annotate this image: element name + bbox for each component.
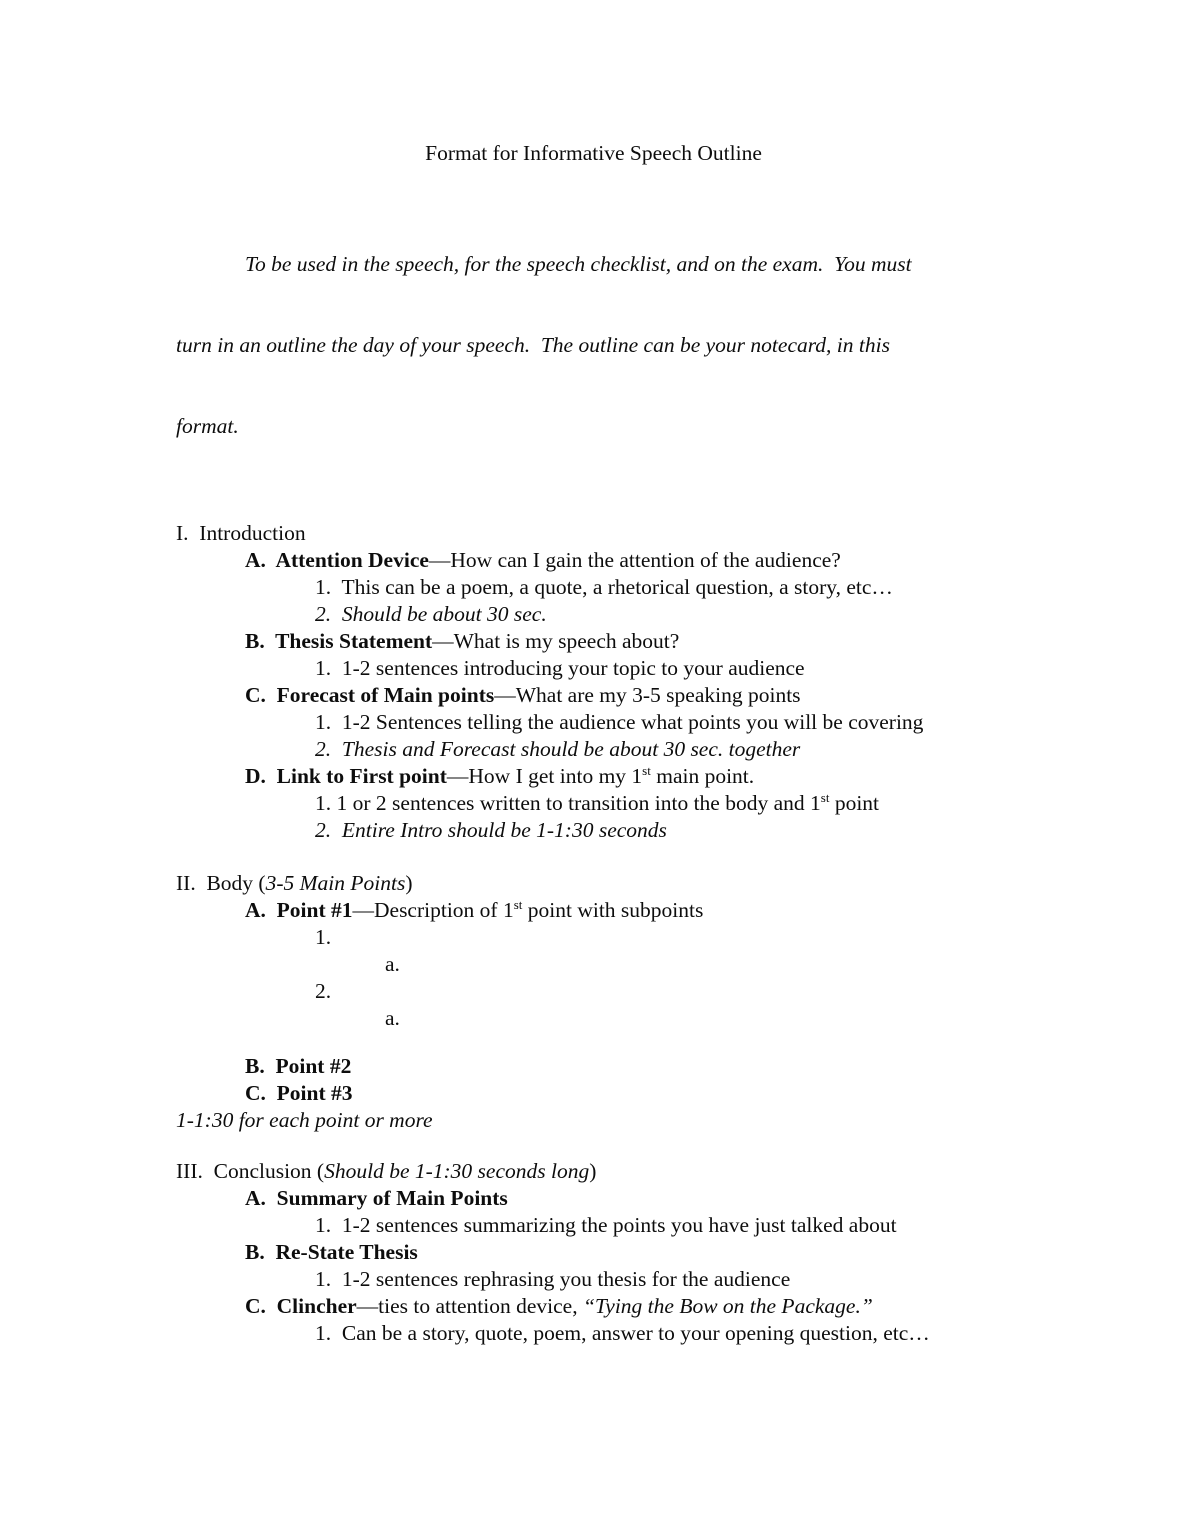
outline-text-run: B. Point #2	[245, 1054, 352, 1078]
outline-line	[315, 817, 1187, 844]
outline-text-run: —How I get into my 1	[446, 764, 643, 788]
outline-text-run: “Tying the Bow on the Package.”	[582, 1294, 873, 1318]
outline-line	[176, 870, 1187, 897]
outline-line	[315, 978, 1187, 1005]
outline	[0, 520, 1187, 1347]
outline-text-run: st	[642, 762, 651, 778]
outline-gap	[176, 1134, 1187, 1158]
outline-text-run: I. Introduction	[176, 521, 306, 545]
outline-text-run: st	[820, 789, 830, 805]
intro-paragraph	[176, 197, 986, 494]
outline-text-run: a.	[385, 1006, 400, 1030]
outline-line	[315, 924, 1187, 951]
outline-text-run: A. Attention Device	[245, 548, 429, 572]
outline-text-run: st	[513, 896, 523, 912]
outline-text-run: B. Re-State Thesis	[245, 1240, 418, 1264]
intro-paragraph-line: turn in an outline the day of your speech. The outline can be your notecard, in this	[176, 333, 890, 357]
outline-text-run: main point.	[650, 764, 755, 788]
outline-text-run: 1. 1-2 sentences introducing your topic to your audience	[315, 656, 805, 680]
outline-text-run: D. Link to First point	[245, 764, 447, 788]
outline-text-run: 1. This can be a poem, a quote, a rhetorical question, a story, etc…	[315, 575, 893, 599]
outline-text-run: 1. 1-2 sentences summarizing the points you have just talked about	[315, 1213, 897, 1237]
outline-line	[315, 736, 1187, 763]
intro-paragraph-line: To be used in the speech, for the speech checklist, and on the exam. You must	[245, 252, 912, 276]
outline-text-run: —What is my speech about?	[432, 629, 680, 653]
outline-text-run: 2. Entire Intro should be 1-1:30 seconds	[315, 818, 667, 842]
intro-paragraph-line: format.	[176, 414, 239, 438]
outline-text-run: —What are my 3-5 speaking points	[494, 683, 801, 707]
outline-text-run: —ties to attention device,	[356, 1294, 583, 1318]
outline-text-run: 2.	[315, 979, 332, 1003]
outline-line	[245, 547, 1187, 574]
outline-line	[245, 1185, 1187, 1212]
outline-text-run: 3-5 Main Points	[265, 871, 406, 895]
outline-text-run: A. Summary of Main Points	[245, 1186, 508, 1210]
outline-line	[315, 709, 1187, 736]
outline-line	[385, 951, 1187, 978]
outline-line	[245, 763, 1187, 790]
outline-line	[245, 628, 1187, 655]
outline-text-run: 2. Thesis and Forecast should be about 30 sec. together	[315, 737, 801, 761]
outline-text-run: )	[405, 871, 413, 895]
outline-text-run: B. Thesis Statement	[245, 629, 433, 653]
outline-text-run: —How can I gain the attention of the audience?	[428, 548, 841, 572]
outline-line	[315, 1320, 1187, 1347]
outline-gap	[176, 1032, 1187, 1053]
outline-line	[245, 1053, 1187, 1080]
outline-text-run: 1. 1-2 Sentences telling the audience what points you will be covering	[315, 710, 924, 734]
outline-text-run: II. Body (	[176, 871, 266, 895]
outline-line	[315, 601, 1187, 628]
outline-line	[245, 682, 1187, 709]
outline-text-run: —Description of 1	[352, 898, 514, 922]
outline-line	[315, 1212, 1187, 1239]
outline-text-run: 1. 1-2 sentences rephrasing you thesis for the audience	[315, 1267, 791, 1291]
outline-text-run: C. Forecast of Main points	[245, 683, 495, 707]
outline-text-run: A. Point #1	[245, 898, 353, 922]
outline-gap	[176, 844, 1187, 870]
outline-line	[245, 897, 1187, 924]
outline-text-run: 2. Should be about 30 sec.	[315, 602, 547, 626]
outline-text-run: a.	[385, 952, 400, 976]
outline-text-run: )	[589, 1159, 597, 1183]
outline-line	[315, 1266, 1187, 1293]
outline-text-run: point	[829, 791, 880, 815]
outline-line	[176, 520, 1187, 547]
outline-text-run: Should be 1-1:30 seconds long	[324, 1159, 590, 1183]
outline-text-run: C. Clincher	[245, 1294, 357, 1318]
document-title: Format for Informative Speech Outline	[425, 141, 762, 165]
outline-text-run: 1.	[315, 925, 332, 949]
outline-line	[245, 1293, 1187, 1320]
outline-line	[245, 1080, 1187, 1107]
outline-text-run: 1. Can be a story, quote, poem, answer to your opening question, etc…	[315, 1321, 930, 1345]
outline-line	[315, 655, 1187, 682]
outline-text-run: 1-1:30 for each point or more	[176, 1108, 433, 1132]
outline-line	[315, 790, 1187, 817]
outline-text-run: III. Conclusion (	[176, 1159, 325, 1183]
outline-line	[176, 1107, 1187, 1134]
outline-line	[315, 574, 1187, 601]
outline-line	[245, 1239, 1187, 1266]
outline-line	[385, 1005, 1187, 1032]
outline-line	[176, 1158, 1187, 1185]
outline-text-run: point with subpoints	[522, 898, 704, 922]
outline-text-run: 1. 1 or 2 sentences written to transition into the body and 1	[315, 791, 821, 815]
outline-text-run: C. Point #3	[245, 1081, 353, 1105]
